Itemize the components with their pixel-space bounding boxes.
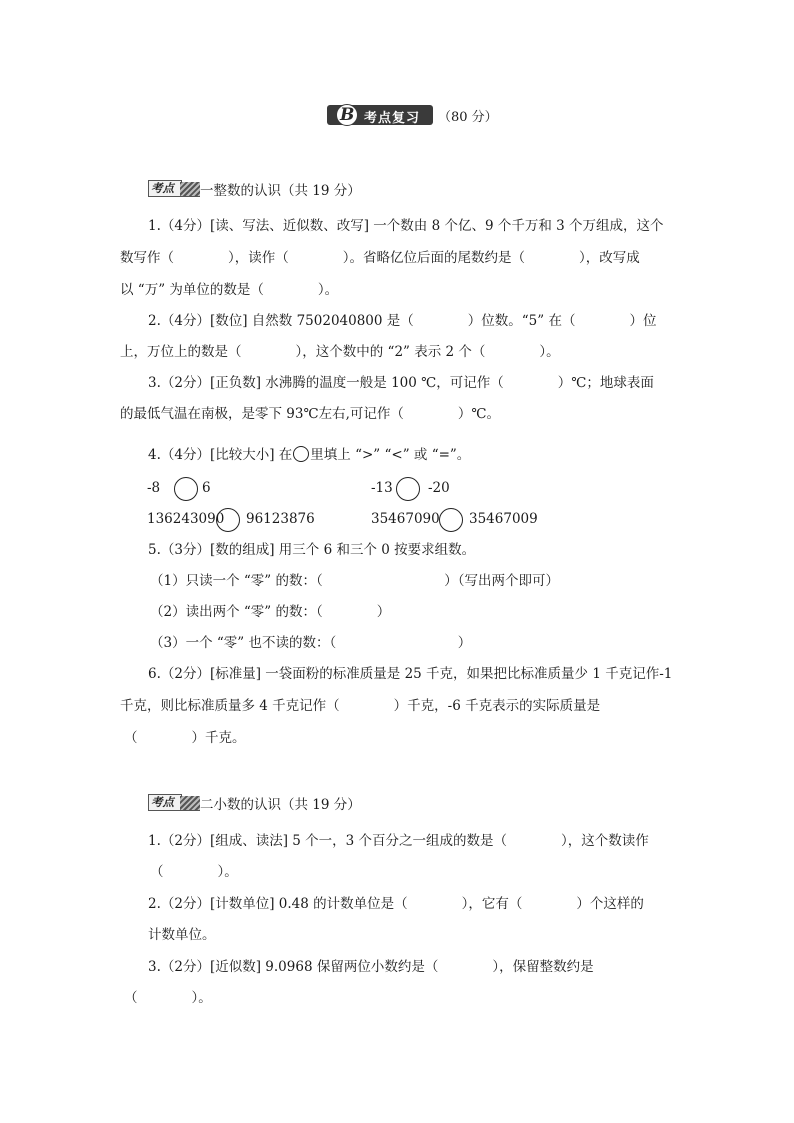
s2-q3-line1: 3.（2分）[近似数] 9.0968 保留两位小数约是（ ），保留整数约是	[148, 959, 594, 975]
compare4-right: 35467009	[469, 511, 538, 527]
tag-stripe-decoration	[180, 182, 200, 196]
kaodian-tag	[148, 180, 200, 198]
section1-title: 一整数的认识（共 19 分）	[200, 183, 361, 199]
section2-title: 二小数的认识（共 19 分）	[200, 797, 361, 813]
banner-letter: B	[340, 105, 355, 125]
s1-q1-line2: 数写作（ ），读作（ ）。省略亿位后面的尾数约是（ ），改写成	[120, 250, 640, 266]
s1-q6-line3: （ ）千克。	[124, 730, 246, 746]
s2-q2-line1: 2.（2分）[计数单位] 0.48 的计数单位是（ ），它有（ ）个这样的	[148, 896, 644, 912]
compare1-left: -8	[147, 480, 161, 496]
compare2-right: -20	[428, 480, 450, 496]
kaodian-tag-label: 考点	[151, 795, 174, 809]
s1-q5-line1: 5.（3分）[数的组成] 用三个 6 和三个 0 按要求组数。	[148, 542, 476, 558]
s2-q1-line2: （ ）。	[150, 864, 238, 880]
s1-q3-line1: 3.（2分）[正负数] 水沸腾的温度一般是 100 ℃，可记作（ ）℃；地球表面	[148, 375, 654, 391]
compare3-answer-circle[interactable]	[216, 508, 240, 532]
circle-icon	[293, 446, 309, 462]
compare4-left: 35467090	[371, 511, 440, 527]
s2-q3-line2: （ ）。	[124, 990, 212, 1006]
kaodian-tag	[148, 794, 200, 812]
compare3-left: 136243090	[147, 511, 225, 527]
compare2-left: -13	[371, 480, 393, 496]
kaodian-tag-label: 考点	[151, 181, 174, 195]
section-banner	[327, 104, 435, 126]
compare3-right: 96123876	[246, 511, 315, 527]
tag-stripe-decoration	[180, 796, 200, 810]
compare1-right: 6	[202, 480, 211, 496]
s1-q3-line2: 的最低气温在南极，是零下 93℃左右,可记作（ ）℃。	[120, 406, 500, 422]
s1-q4-line1	[148, 446, 470, 463]
banner-score: （80 分）	[438, 110, 498, 125]
s1-q1-line3: 以 “万” 为单位的数是（ ）。	[120, 282, 339, 298]
s1-q5-sub1: （1）只读一个 “零” 的数：（ ）（写出两个即可）	[150, 573, 559, 589]
s2-q1-line1: 1.（2分）[组成、读法] 5 个一，3 个百分之一组成的数是（ ），这个数读作	[148, 833, 649, 849]
s1-q2-line1: 2.（4分）[数位] 自然数 7502040800 是（ ）位数。“5” 在（ ）位	[148, 313, 657, 329]
s1-q2-line2: 上，万位上的数是（ ），这个数中的 “2” 表示 2 个（ ）。	[120, 344, 560, 360]
s1-q5-sub2: （2）读出两个 “零” 的数：（ ）	[150, 604, 391, 620]
compare1-answer-circle[interactable]	[174, 477, 198, 501]
banner-title: 考点复习	[364, 111, 421, 126]
s1-q4-text-b: 里填上 “>” “<” 或 “=”。	[310, 447, 471, 463]
compare2-answer-circle[interactable]	[396, 477, 420, 501]
s1-q1-line1: 1.（4分）[读、写法、近似数、改写] 一个数由 8 个亿、9 个千万和 3 个万组成，这个	[148, 218, 664, 234]
s1-q5-sub3: （3）一个 “零” 也不读的数：（ ）	[150, 635, 472, 651]
compare4-answer-circle[interactable]	[439, 508, 463, 532]
s1-q6-line2: 千克，则比标准质量多 4 千克记作（ ）千克，-6 千克表示的实际质量是	[120, 698, 601, 714]
s1-q6-line1: 6.（2分）[标准量] 一袋面粉的标准质量是 25 千克，如果把比标准质量少 1 千克记作-1	[148, 666, 673, 682]
s2-q2-line2: 计数单位。	[148, 927, 216, 943]
s1-q4-text-a: 4.（4分）[比较大小] 在	[148, 447, 293, 463]
